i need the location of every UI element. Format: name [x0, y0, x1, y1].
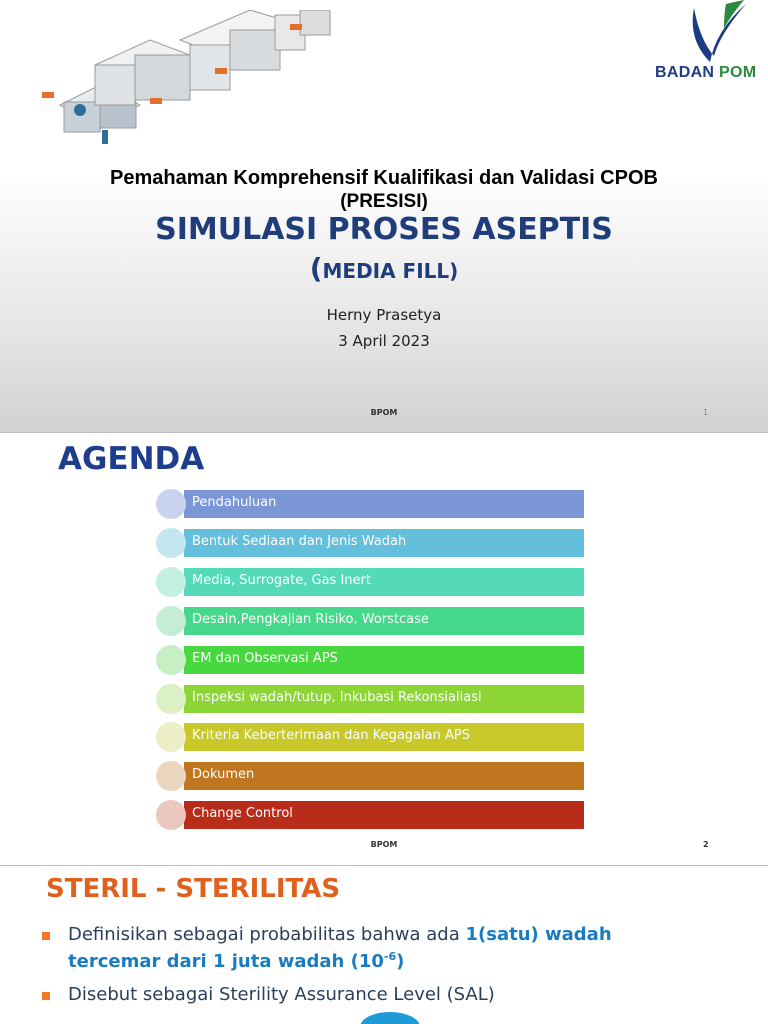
author-name: Herny Prasetya [326, 306, 442, 324]
steril-title: STERIL - STERILITAS [46, 874, 341, 904]
slide-1-main-title: SIMULASI PROSES ASEPTIS [155, 212, 613, 247]
agenda-item-bullet-circle [156, 489, 186, 519]
agenda-item [156, 684, 586, 714]
agenda-item-label: Change Control [192, 806, 293, 822]
slide-1-page-number: 1 [703, 408, 709, 417]
agenda-item-label: Kriteria Keberterimaan dan Kegagalan APS [192, 728, 470, 744]
bullet-definition: Definisikan sebagai probabilitas bahwa ada 1(satu) wadah tercemar dari 1 juta wadah $(10^{-6})$ [68, 924, 612, 972]
agenda-item-bullet-circle [156, 684, 186, 714]
agenda-item-bullet-circle [156, 606, 186, 636]
agenda-item-label: Media, Surrogate, Gas Inert [192, 572, 371, 588]
slide-1-main-subtitle: (MEDIA FILL) [309, 252, 459, 285]
agenda-item-label: Bentuk Sediaan dan Jenis Wadah [192, 533, 407, 549]
agenda-title: AGENDA [58, 441, 205, 477]
agenda-item [156, 722, 586, 752]
bullet-sal: Disebut sebagai Sterility Assurance Level (SAL) [68, 984, 495, 1005]
agenda-item-label: Desain,Pengkajian Risiko, Worstcase [192, 611, 429, 627]
agenda-item-bullet-circle [156, 722, 186, 752]
slide-2-agenda [0, 433, 768, 865]
agenda-item-label: Dokumen [192, 767, 255, 783]
agenda-item [156, 567, 586, 597]
presentation-date: 3 April 2023 [338, 332, 430, 350]
agenda-item-bullet-circle [156, 567, 186, 597]
slide-2-footer: BPOM [370, 840, 398, 849]
slide-1-subheading: (PRESISI) [340, 191, 428, 212]
agenda-item-bullet-circle [156, 528, 186, 558]
filling-line-machine-illustration [40, 10, 340, 150]
agenda-item [156, 800, 586, 830]
badan-pom-logo-text: BADAN POM [655, 64, 757, 81]
agenda-item [156, 761, 586, 791]
slide-1-heading: Pemahaman Komprehensif Kualifikasi dan Validasi CPOB [110, 167, 658, 189]
slide-3-steril [0, 866, 768, 1024]
bullet-marker [42, 992, 50, 1000]
agenda-item-bullet-circle [156, 800, 186, 830]
agenda-item-bullet-circle [156, 645, 186, 675]
agenda-item [156, 606, 586, 636]
slide-1-title [0, 0, 768, 432]
diagram-shape [360, 1012, 420, 1024]
agenda-item [156, 489, 586, 519]
slide-1-footer: BPOM [370, 408, 398, 417]
agenda-item-label: Inspeksi wadah/tutup, Inkubasi Rekonsialiasi [192, 689, 482, 705]
agenda-item-bullet-circle [156, 761, 186, 791]
agenda-item [156, 528, 586, 558]
agenda-item [156, 645, 586, 675]
bullet-marker [42, 932, 50, 940]
slide-2-page-number: 2 [703, 840, 709, 849]
agenda-item-label: Pendahuluan [192, 495, 277, 510]
agenda-item-label: EM dan Observasi APS [192, 650, 338, 666]
